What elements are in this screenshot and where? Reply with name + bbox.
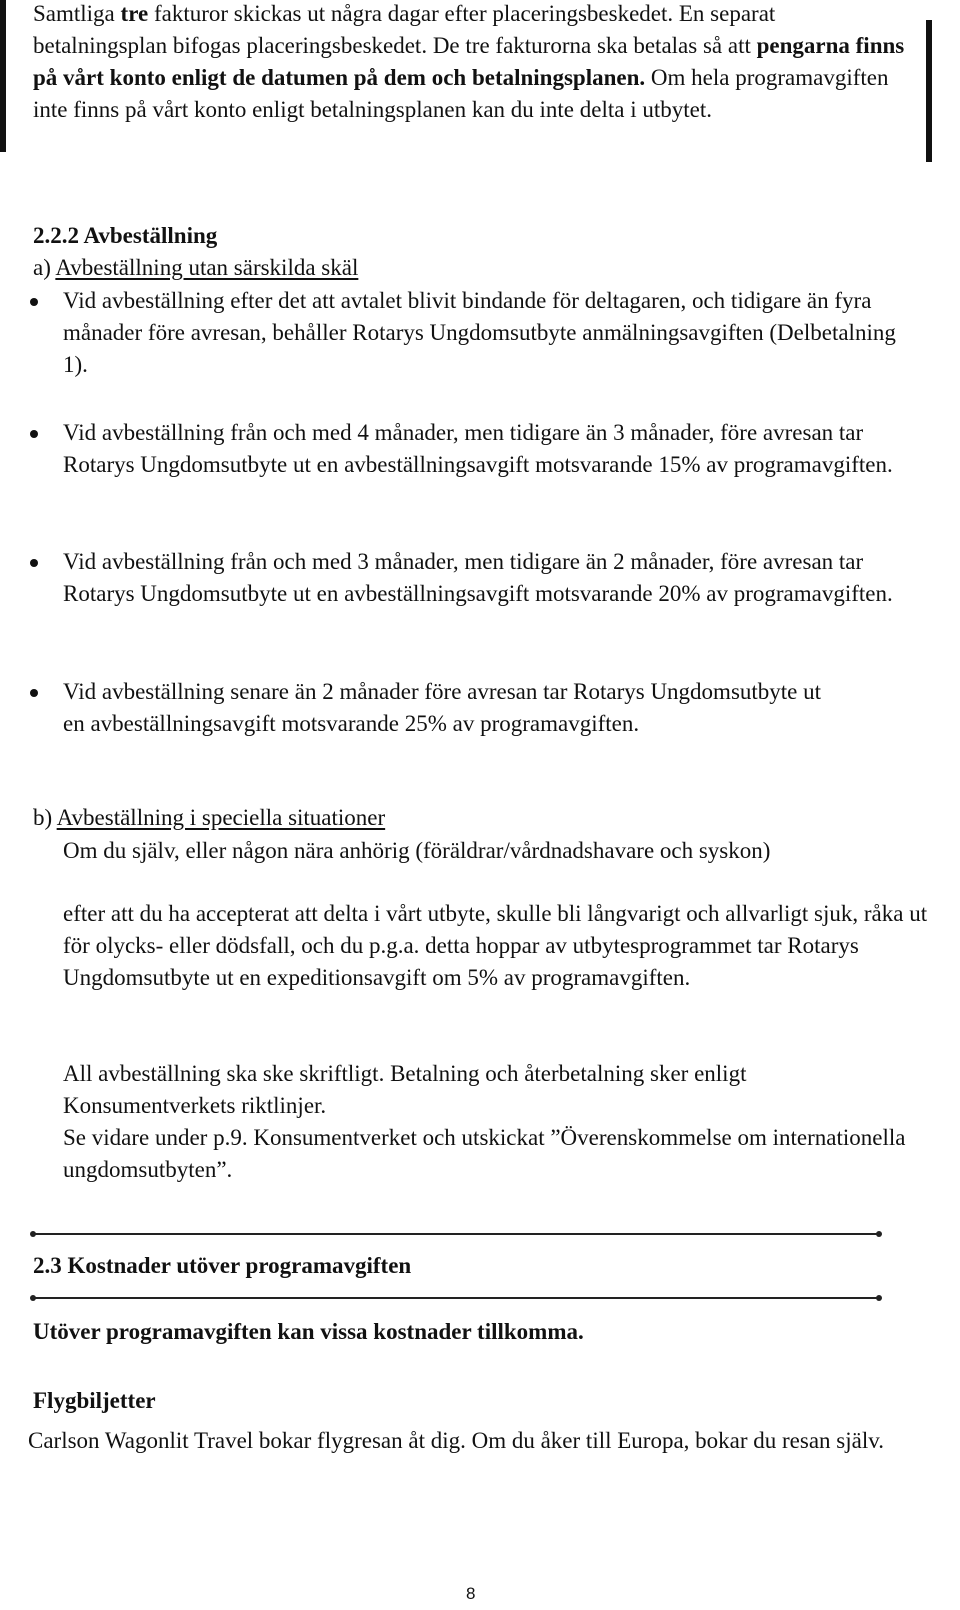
intro-paragraph: Samtliga tre fakturor skickas ut några dagar efter placeringsbeskedet. En separat betalningsplan bifogas placeringsbeskedet. De tre fakturorna ska betalas så att pengarna finns på vårt konto enligt de datumen på dem och betalningsplanen. Om hela programavgiften inte finns på vårt konto enligt betalningsplanen kan du inte delta i utbytet. (33, 1, 905, 122)
change-bar-right (926, 20, 932, 162)
bullet-dot (30, 298, 38, 306)
bullet-item: Vid avbeställning från och med 4 månader, men tidigare än 3 månader, före avresan tar Rotarys Ungdomsutbyte ut en avbeställningsavgift motsvarande 15% av programavgiften. (63, 420, 893, 477)
flygbiljetter-text: Carlson Wagonlit Travel bokar flygresan åt dig. Om du åker till Europa, bokar du resan själv. (28, 1428, 884, 1453)
horizontal-rule (33, 1233, 879, 1235)
bullet-dot (30, 430, 38, 438)
change-bar-left (0, 0, 6, 152)
flygbiljetter-heading: Flygbiljetter (33, 1388, 156, 1413)
bullet-item: Vid avbeställning från och med 3 månader, men tidigare än 2 månader, före avresan tar Rotarys Ungdomsutbyte ut en avbeställningsavgift motsvarande 20% av programavgiften. (63, 549, 893, 606)
bullet-item: Vid avbeställning efter det att avtalet blivit bindande för deltagaren, och tidigare än fyra månader före avresan, behåller Rotarys Ungdomsutbyte anmälningsavgiften (Delbetalning 1). (63, 288, 896, 377)
subsection-b-line: Om du själv, eller någon nära anhörig (föräldrar/vårdnadshavare och syskon) (63, 838, 771, 863)
intro-bold-tre: tre (120, 1, 149, 26)
section-heading-23: 2.3 Kostnader utöver programavgiften (33, 1253, 412, 1278)
bullet-dot (30, 559, 38, 567)
page-number: 8 (466, 1584, 476, 1603)
bullet-item: Vid avbeställning senare än 2 månader före avresan tar Rotarys Ungdomsutbyte ut en avbeställningsavgift motsvarande 25% av programavgiften. (63, 679, 822, 736)
subsection-b-heading: b) Avbeställning i speciella situationer (33, 805, 386, 830)
subsection-a-heading: a) Avbeställning utan särskilda skäl (33, 255, 359, 280)
closing-paragraph: All avbeställning ska ske skriftligt. Betalning och återbetalning sker enligt Konsumentverkets riktlinjer. (63, 1061, 747, 1118)
bullet-dot (30, 689, 38, 697)
section-23-subheading: Utöver programavgiften kan vissa kostnader tillkomma. (33, 1319, 584, 1344)
section-heading-222: 2.2.2 Avbeställning (33, 223, 218, 248)
subsection-b-paragraph: efter att du ha accepterat att delta i vårt utbyte, skulle bli långvarigt och allvarligt sjuk, råka ut för olycks- eller dödsfall, och du p.g.a. detta hoppar av utbytesprogrammet tar Rotarys Ungdomsutbyte ut en expeditionsavgift om 5% av programavgiften. (63, 901, 928, 990)
closing-paragraph: Se vidare under p.9. Konsumentverket och utskickat ”Överenskommelse om internationella ungdomsutbyten”. (63, 1125, 906, 1182)
intro-bold-payment: pengarna finns på vårt konto enligt de datumen på dem och betalningsplanen. (33, 33, 905, 90)
horizontal-rule (33, 1297, 879, 1299)
